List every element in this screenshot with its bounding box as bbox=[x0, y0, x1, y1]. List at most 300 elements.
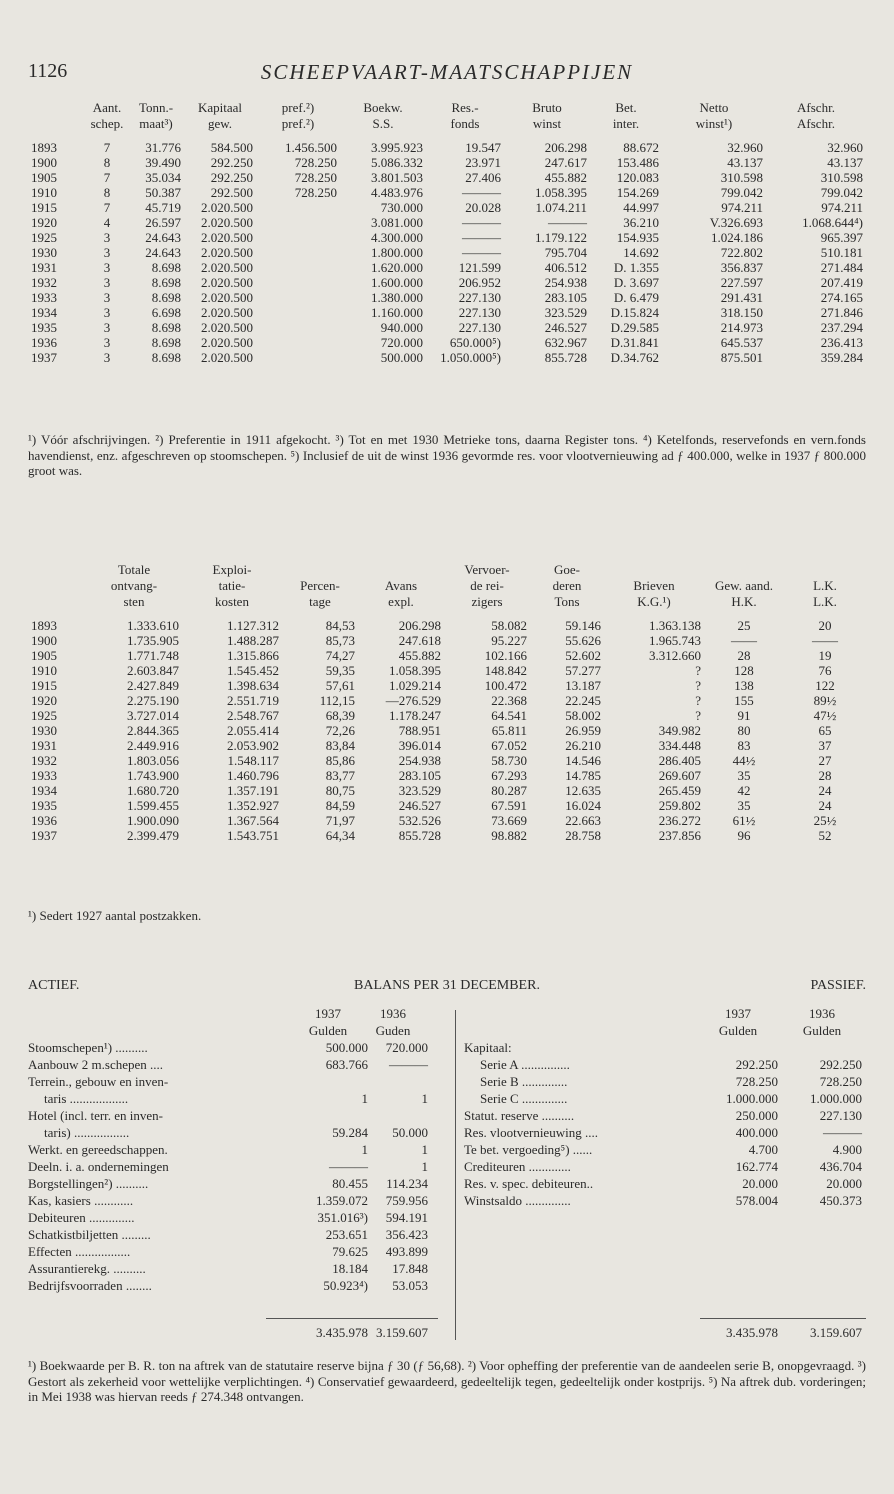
table-cell: 510.181 bbox=[820, 245, 863, 260]
column-header-line: Bruto bbox=[532, 100, 562, 115]
column-header-line: Vervoer- bbox=[464, 562, 510, 577]
table-cell: 3 bbox=[103, 230, 111, 245]
table-cell: 1.179.122 bbox=[535, 230, 587, 245]
table-cell: 2.844.365 bbox=[127, 723, 179, 738]
column-header-line: de rei- bbox=[470, 578, 504, 593]
table-cell: 2.020.500 bbox=[201, 335, 253, 350]
table-cell: D. 1.355 bbox=[613, 260, 659, 275]
table-cell: 42 bbox=[737, 783, 751, 798]
table-cell: 1.333.610 bbox=[127, 618, 179, 633]
table-cell: 1.456.500 bbox=[285, 140, 337, 155]
table-cell: 138 bbox=[734, 678, 754, 693]
table-cell: 259.802 bbox=[658, 798, 701, 813]
row-year: 1936 bbox=[31, 335, 57, 350]
balance-row bbox=[28, 1209, 448, 1226]
row-year: 1930 bbox=[31, 723, 57, 738]
table-cell: ? bbox=[695, 693, 701, 708]
table-cell: 1.315.866 bbox=[227, 648, 279, 663]
balance-row bbox=[464, 1073, 866, 1090]
column-header-line: deren bbox=[552, 578, 582, 593]
balance-value-1936: 594.191 bbox=[385, 1210, 428, 1225]
balance-value-1937: 728.250 bbox=[735, 1074, 778, 1089]
table-cell: 35.034 bbox=[145, 170, 181, 185]
balance-row bbox=[464, 1107, 866, 1124]
column-header bbox=[784, 562, 866, 610]
table-cell: 406.512 bbox=[544, 260, 587, 275]
balance-value-1937: 400.000 bbox=[735, 1125, 778, 1140]
table-cell: 22.368 bbox=[491, 693, 527, 708]
table-cell: 3 bbox=[103, 320, 111, 335]
column-header-line: expl. bbox=[388, 594, 414, 609]
table-cell: 84,59 bbox=[325, 798, 355, 813]
table-cell: 5.086.332 bbox=[371, 155, 423, 170]
balance-row bbox=[28, 1260, 448, 1277]
table-cell: 3 bbox=[103, 260, 111, 275]
balance-item-label: Crediteuren ............. bbox=[464, 1159, 571, 1174]
table-cell: 269.607 bbox=[658, 768, 701, 783]
column-header bbox=[86, 562, 182, 610]
row-year: 1920 bbox=[31, 693, 57, 708]
balance-value-1937: 351.016³) bbox=[317, 1210, 368, 1225]
table-cell: 1.363.138 bbox=[649, 618, 701, 633]
balance-item-label: Stoomschepen¹) .......... bbox=[28, 1040, 148, 1055]
column-header-line: pref.²) bbox=[281, 116, 315, 131]
balance-row bbox=[28, 1192, 448, 1209]
table-cell: ? bbox=[695, 708, 701, 723]
balance-item-label: Assurantierekg. .......... bbox=[28, 1261, 146, 1276]
table-cell: 64.541 bbox=[491, 708, 527, 723]
table-cell: 247.618 bbox=[398, 633, 441, 648]
table-cell: 44½ bbox=[732, 753, 756, 768]
row-year: 1900 bbox=[31, 633, 57, 648]
table-cell: 271.484 bbox=[820, 260, 863, 275]
table-cell: 91 bbox=[737, 708, 751, 723]
table-cell: 349.982 bbox=[658, 723, 701, 738]
table-cell: 39.490 bbox=[145, 155, 181, 170]
table-cell: 58.002 bbox=[565, 708, 601, 723]
table-cell: 2.055.414 bbox=[227, 723, 279, 738]
table-cell: 2.020.500 bbox=[201, 350, 253, 365]
table-cell: 32.960 bbox=[827, 140, 863, 155]
balance-item-label: Bedrijfsvoorraden ........ bbox=[28, 1278, 152, 1293]
table-cell: 7 bbox=[103, 140, 111, 155]
table-cell: 728.250 bbox=[294, 185, 337, 200]
row-year: 1936 bbox=[31, 813, 57, 828]
table-row bbox=[28, 693, 866, 708]
balance-value-1936: 759.956 bbox=[385, 1193, 428, 1208]
row-year: 1915 bbox=[31, 678, 57, 693]
balance-actief bbox=[28, 1005, 448, 1345]
table-cell: 19 bbox=[818, 648, 832, 663]
balance-item-label: Terrein., gebouw en inven- bbox=[28, 1074, 169, 1089]
table-cell: 2.548.767 bbox=[227, 708, 279, 723]
table-cell: 1.620.000 bbox=[371, 260, 423, 275]
column-header-line: Afschr. bbox=[797, 116, 835, 131]
table-cell bbox=[256, 305, 340, 320]
table-cell: 67.591 bbox=[491, 798, 527, 813]
balance-value-1936: 493.899 bbox=[385, 1244, 428, 1259]
table-cell: 1.800.000 bbox=[371, 245, 423, 260]
table-row bbox=[28, 200, 866, 215]
balance-item-label: Hotel (incl. terr. en inven- bbox=[28, 1108, 164, 1123]
footnote-balance: ¹) Boekwaarde per B. R. ton na aftrek van de statutaire reserve bijna ƒ 30 (ƒ 56,68). ²) Voor opheffing der preferentie van de aandeelen serie B, onopgevraagd. ³) Gestort als zekerheid voor wettelijke verplichtingen. ⁴) Conservatief gewaardeerd, gedeeltelijk tegen, gedeeltelijk onder kostprijs. ⁵) Na aftrek dub. vorderingen; in Mei 1938 was hiervan reeds ƒ 274.348 ontvangen. bbox=[28, 1358, 866, 1404]
operations-table bbox=[28, 562, 866, 843]
balance-row bbox=[28, 1175, 448, 1192]
balance-item-label: Res. v. spec. debiteuren.. bbox=[464, 1176, 594, 1191]
balance-value-1936: ——— bbox=[823, 1125, 862, 1140]
column-header-line: S.S. bbox=[372, 116, 394, 131]
balance-row bbox=[464, 1056, 866, 1073]
balance-row bbox=[464, 1090, 866, 1107]
row-year: 1932 bbox=[31, 753, 57, 768]
table-cell: 8.698 bbox=[151, 290, 181, 305]
table-cell: 3 bbox=[103, 335, 111, 350]
balance-value-1937: 50.923⁴) bbox=[323, 1278, 368, 1293]
table-cell: 43.137 bbox=[727, 155, 763, 170]
table-cell: D.29.585 bbox=[610, 320, 659, 335]
balance-row bbox=[28, 1158, 448, 1175]
footnote-table1: ¹) Vóór afschrijvingen. ²) Preferentie in 1911 afgekocht. ³) Tot en met 1930 Metrieke tons, daarna Register tons. ⁴) Ketelfonds, reservefonds en vern.fonds havendienst, enz. afgeschreven op stoomschepen. ⁵) Inclusief de uit de winst 1936 gevormde res. voor vlootvernieuwing ad ƒ 400.000, welke in 1937 ƒ 800.000 groot was. bbox=[28, 432, 866, 478]
passief-total-rule bbox=[700, 1318, 866, 1319]
table-cell: 1.543.751 bbox=[227, 828, 279, 843]
table-row bbox=[28, 813, 866, 828]
table-cell bbox=[256, 350, 340, 365]
balance-value-1937: 500.000 bbox=[325, 1040, 368, 1055]
table-row bbox=[28, 768, 866, 783]
balance-year-header: 1936 bbox=[380, 1006, 406, 1021]
table-cell: 58.082 bbox=[491, 618, 527, 633]
table-cell: 8.698 bbox=[151, 335, 181, 350]
column-header bbox=[604, 562, 704, 610]
table-cell: 32.960 bbox=[727, 140, 763, 155]
balance-item-label: Serie A ............... bbox=[480, 1057, 570, 1072]
balance-year-header: Gulden bbox=[802, 1023, 842, 1038]
table-cell: 2.449.916 bbox=[127, 738, 179, 753]
table-cell: 71,97 bbox=[325, 813, 355, 828]
row-year: 1925 bbox=[31, 230, 57, 245]
table-row bbox=[28, 155, 866, 170]
table-cell: 20.028 bbox=[465, 200, 501, 215]
table-cell: 36.210 bbox=[623, 215, 659, 230]
table-cell: 1.600.000 bbox=[371, 275, 423, 290]
table-cell: 35 bbox=[737, 798, 751, 813]
column-header-line: gew. bbox=[207, 116, 233, 131]
balance-row bbox=[28, 1056, 448, 1073]
table-cell: 1.352.927 bbox=[227, 798, 279, 813]
row-year: 1920 bbox=[31, 215, 57, 230]
column-header-line: ontvang- bbox=[110, 578, 158, 593]
table-cell bbox=[256, 200, 340, 215]
table-cell: 584.500 bbox=[210, 140, 253, 155]
table-cell: 940.000 bbox=[380, 320, 423, 335]
balance-value-1937: 59.284 bbox=[332, 1125, 368, 1140]
column-header-line: maat³) bbox=[139, 116, 173, 131]
table-cell: 26.597 bbox=[145, 215, 181, 230]
column-header-line: Aant. bbox=[92, 100, 122, 115]
table-cell: ——— bbox=[462, 215, 501, 230]
table-cell: 2.020.500 bbox=[201, 320, 253, 335]
table-cell: 45.719 bbox=[145, 200, 181, 215]
table-cell: 3 bbox=[103, 275, 111, 290]
balance-row bbox=[464, 1192, 866, 1209]
column-header-line: Tons bbox=[554, 594, 580, 609]
table-cell: 1.357.191 bbox=[227, 783, 279, 798]
table-cell: 14.692 bbox=[623, 245, 659, 260]
table-cell: 121.599 bbox=[458, 260, 501, 275]
table-cell: ——— bbox=[462, 230, 501, 245]
column-header-line: winst¹) bbox=[695, 116, 733, 131]
column-header bbox=[704, 562, 784, 610]
table-row bbox=[28, 610, 866, 633]
balance-value-1937: 683.766 bbox=[325, 1057, 368, 1072]
table-cell: 1.050.000⁵) bbox=[440, 350, 501, 365]
table-row bbox=[28, 828, 866, 843]
table-cell: 100.472 bbox=[484, 678, 527, 693]
row-year: 1934 bbox=[31, 783, 57, 798]
table-row bbox=[28, 132, 866, 155]
table-cell: 57,61 bbox=[325, 678, 355, 693]
table-cell: 65.811 bbox=[491, 723, 527, 738]
balance-item-label: Schatkistbiljetten ......... bbox=[28, 1227, 151, 1242]
table-cell: 3 bbox=[103, 305, 111, 320]
balance-item-label: Te bet. vergoeding⁵) ...... bbox=[464, 1142, 593, 1157]
table-cell: 50.387 bbox=[145, 185, 181, 200]
table-cell: 148.842 bbox=[484, 663, 527, 678]
balance-row bbox=[28, 1073, 448, 1090]
table-cell bbox=[256, 320, 340, 335]
table-cell: 974.211 bbox=[821, 200, 863, 215]
column-header-line: Tonn.- bbox=[138, 100, 174, 115]
table-cell: 1.160.000 bbox=[371, 305, 423, 320]
actief-label: ACTIEF. bbox=[28, 978, 80, 993]
table-cell: 291.431 bbox=[720, 290, 763, 305]
row-year: 1893 bbox=[31, 618, 57, 633]
table-cell: 318.150 bbox=[720, 305, 763, 320]
table-row bbox=[28, 753, 866, 768]
table-cell: 2.551.719 bbox=[227, 693, 279, 708]
table-cell: 73.669 bbox=[491, 813, 527, 828]
table-row bbox=[28, 738, 866, 753]
column-header bbox=[28, 562, 86, 610]
table-cell: 80,75 bbox=[325, 783, 355, 798]
table-cell: 8 bbox=[103, 185, 111, 200]
table-cell: 1.367.564 bbox=[227, 813, 279, 828]
table-cell: 8.698 bbox=[151, 260, 181, 275]
table-cell: —— bbox=[731, 633, 757, 648]
table-cell: 271.846 bbox=[820, 305, 863, 320]
table-cell: D. 6.479 bbox=[613, 290, 659, 305]
balance-row bbox=[464, 1158, 866, 1175]
table-cell: 2.020.500 bbox=[201, 200, 253, 215]
table-cell: 59,35 bbox=[325, 663, 355, 678]
table-cell: 246.527 bbox=[398, 798, 441, 813]
column-header-line: sten bbox=[123, 594, 145, 609]
table-cell: 292.500 bbox=[210, 185, 253, 200]
table-cell: 265.459 bbox=[658, 783, 701, 798]
balance-value-1936: 50.000 bbox=[392, 1125, 428, 1140]
table-cell: 88.672 bbox=[623, 140, 659, 155]
row-year: 1935 bbox=[31, 798, 57, 813]
table-cell: 2.603.847 bbox=[127, 663, 179, 678]
table-row bbox=[28, 260, 866, 275]
row-year: 1931 bbox=[31, 738, 57, 753]
table-cell: 3 bbox=[103, 290, 111, 305]
table-cell: 855.728 bbox=[398, 828, 441, 843]
table-cell: 283.105 bbox=[398, 768, 441, 783]
row-year: 1937 bbox=[31, 350, 57, 365]
balance-item-label: taris) ................. bbox=[44, 1125, 130, 1140]
table-cell: ? bbox=[695, 663, 701, 678]
column-header bbox=[282, 562, 358, 610]
table-cell: 3.081.000 bbox=[371, 215, 423, 230]
balance-value-1936: 53.053 bbox=[392, 1278, 428, 1293]
balance-value-1937: 1.359.072 bbox=[316, 1193, 368, 1208]
row-year: 1931 bbox=[31, 260, 57, 275]
row-year: 1932 bbox=[31, 275, 57, 290]
table-cell: 323.529 bbox=[544, 305, 587, 320]
table-cell: D.34.762 bbox=[610, 350, 659, 365]
table-cell: 84,53 bbox=[325, 618, 355, 633]
table-cell: 14.546 bbox=[565, 753, 601, 768]
table-row bbox=[28, 320, 866, 335]
row-year: 1934 bbox=[31, 305, 57, 320]
table-cell: 35 bbox=[737, 768, 751, 783]
table-cell: 1.900.090 bbox=[127, 813, 179, 828]
passief-total-1936: 3.159.607 bbox=[810, 1325, 862, 1340]
column-header-line: kosten bbox=[215, 594, 249, 609]
table-cell: 58.730 bbox=[491, 753, 527, 768]
table-cell: V.326.693 bbox=[709, 215, 763, 230]
table-cell: 3.312.660 bbox=[649, 648, 701, 663]
table-cell: 1.965.743 bbox=[649, 633, 701, 648]
table-cell: ——— bbox=[462, 245, 501, 260]
table-cell: 2.020.500 bbox=[201, 290, 253, 305]
column-header bbox=[28, 100, 86, 132]
table-cell: 396.014 bbox=[398, 738, 441, 753]
table-cell: 95.227 bbox=[491, 633, 527, 648]
row-year: 1910 bbox=[31, 663, 57, 678]
table-cell: 206.952 bbox=[458, 275, 501, 290]
balance-row bbox=[464, 1175, 866, 1192]
column-header bbox=[590, 100, 662, 132]
row-year: 1915 bbox=[31, 200, 57, 215]
table-cell: 500.000 bbox=[380, 350, 423, 365]
table-cell: 4.483.976 bbox=[371, 185, 423, 200]
table-cell: 1.548.117 bbox=[227, 753, 279, 768]
table-cell: ——— bbox=[462, 185, 501, 200]
table-cell: 74,27 bbox=[325, 648, 355, 663]
balance-row bbox=[28, 1141, 448, 1158]
table-cell: 286.405 bbox=[658, 753, 701, 768]
table-cell: 227.597 bbox=[720, 275, 763, 290]
table-cell: 16.024 bbox=[565, 798, 601, 813]
table-row bbox=[28, 215, 866, 230]
table-cell: 292.250 bbox=[210, 170, 253, 185]
column-header-line: L.K. bbox=[813, 578, 837, 593]
balance-value-1936: 4.900 bbox=[832, 1142, 862, 1157]
balance-item-label: Res. vlootvernieuwing .... bbox=[464, 1125, 598, 1140]
column-header-line: Bet. bbox=[615, 100, 637, 115]
table-cell: 128 bbox=[734, 663, 754, 678]
balance-item-label: Aanbouw 2 m.schepen .... bbox=[28, 1057, 164, 1072]
balance-passief bbox=[464, 1005, 866, 1345]
row-year: 1905 bbox=[31, 648, 57, 663]
balance-row bbox=[28, 1277, 448, 1294]
table-cell: 3.801.503 bbox=[371, 170, 423, 185]
table-cell: 236.413 bbox=[820, 335, 863, 350]
table-cell: 55.626 bbox=[565, 633, 601, 648]
balance-row bbox=[28, 1107, 448, 1124]
balance-value-1936: 292.250 bbox=[819, 1057, 862, 1072]
balance-value-1936: 114.234 bbox=[386, 1176, 428, 1191]
table-cell: 80.287 bbox=[491, 783, 527, 798]
table-cell: 28.758 bbox=[565, 828, 601, 843]
table-cell: 59.146 bbox=[565, 618, 601, 633]
table-cell: 83,84 bbox=[325, 738, 355, 753]
table-cell: 68,39 bbox=[325, 708, 355, 723]
table-cell: D. 3.697 bbox=[613, 275, 659, 290]
table-cell: 720.000 bbox=[380, 335, 423, 350]
balance-value-1937: 79.625 bbox=[332, 1244, 368, 1259]
column-header bbox=[256, 100, 340, 132]
column-header-line: Kapitaal bbox=[197, 100, 243, 115]
table-cell: 20 bbox=[818, 618, 832, 633]
column-header-line: H.K. bbox=[731, 594, 757, 609]
actief-total-1936: 3.159.607 bbox=[376, 1325, 428, 1340]
table-cell: 43.137 bbox=[827, 155, 863, 170]
table-row bbox=[28, 633, 866, 648]
column-header-line: Totale bbox=[117, 562, 151, 577]
balance-row bbox=[28, 1090, 448, 1107]
table-cell: 89½ bbox=[813, 693, 837, 708]
column-header-line: Netto bbox=[699, 100, 729, 115]
balance-value-1936: 356.423 bbox=[385, 1227, 428, 1242]
table-cell: 254.938 bbox=[544, 275, 587, 290]
table-cell: 965.397 bbox=[820, 230, 863, 245]
balance-value-1937: 250.000 bbox=[735, 1108, 778, 1123]
table-cell: 155 bbox=[734, 693, 754, 708]
table-cell: 356.837 bbox=[720, 260, 763, 275]
table-cell: 153.486 bbox=[616, 155, 659, 170]
table-cell: 875.501 bbox=[720, 350, 763, 365]
balance-item-label: Werkt. en gereedschappen. bbox=[28, 1142, 168, 1157]
table-cell: 237.294 bbox=[820, 320, 863, 335]
table-cell: D.31.841 bbox=[610, 335, 659, 350]
table-cell: 788.951 bbox=[398, 723, 441, 738]
table-row bbox=[28, 335, 866, 350]
table-row bbox=[28, 275, 866, 290]
table-row bbox=[28, 723, 866, 738]
balance-year-header: 1937 bbox=[315, 1006, 341, 1021]
table-row bbox=[28, 245, 866, 260]
table-cell: 19.547 bbox=[465, 140, 501, 155]
table-cell: 532.526 bbox=[398, 813, 441, 828]
table-cell: 974.211 bbox=[721, 200, 763, 215]
balance-title: BALANS PER 31 DECEMBER. bbox=[354, 978, 540, 993]
table-cell: 8.698 bbox=[151, 320, 181, 335]
balance-value-1937: 4.700 bbox=[748, 1142, 778, 1157]
table-cell: 25½ bbox=[813, 813, 837, 828]
column-header-line: schep. bbox=[90, 116, 124, 131]
table-cell: 27.406 bbox=[465, 170, 501, 185]
column-header-line: winst bbox=[532, 116, 562, 131]
table-cell: 795.704 bbox=[544, 245, 587, 260]
balance-row bbox=[28, 1226, 448, 1243]
row-year: 1910 bbox=[31, 185, 57, 200]
table-row bbox=[28, 678, 866, 693]
column-header bbox=[444, 562, 530, 610]
balance-value-1936: ——— bbox=[389, 1057, 428, 1072]
